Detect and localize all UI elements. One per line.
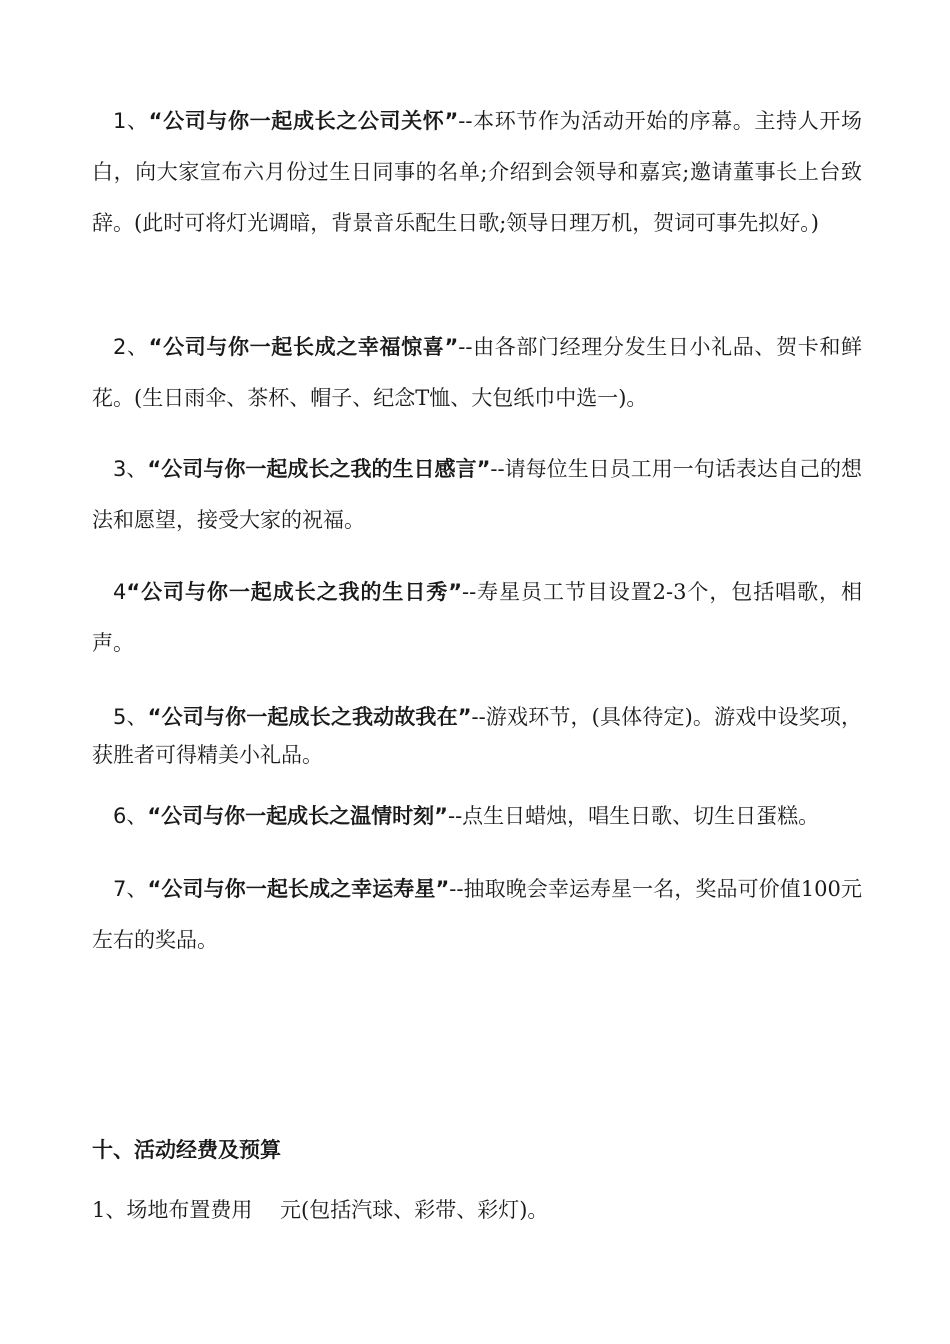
item-title: “公司与你一起成长之公司关怀”	[148, 109, 459, 133]
list-item	[92, 698, 862, 774]
item-description: --抽取晚会幸运寿星一名，奖品可价值100元左右的奖品。	[92, 877, 862, 952]
item-description: --点生日蜡烛，唱生日歌、切生日蛋糕。	[447, 804, 820, 828]
list-item	[92, 797, 862, 835]
item-number: 6、	[113, 804, 148, 828]
budget-line: 1、场地布置费用 元(包括汽球、彩带、彩灯)。	[92, 1198, 549, 1222]
list-item	[92, 567, 862, 669]
section-heading: 十、活动经费及预算	[92, 1138, 281, 1162]
item-title: “公司与你一起长成之幸福惊喜”	[148, 335, 459, 359]
list-item	[92, 96, 862, 249]
item-number: 4	[113, 580, 127, 604]
item-description: --游戏环节，(具体待定)。游戏中设奖项，获胜者可得精美小礼品。	[92, 705, 862, 767]
item-number: 7、	[113, 877, 148, 901]
item-number: 1、	[113, 109, 149, 133]
item-number: 2、	[113, 335, 149, 359]
list-item	[92, 864, 862, 966]
item-description: --本环节作为活动开始的序幕。主持人开场白，向大家宣布六月份过生日同事的名单;介绍到会领导和嘉宾;邀请董事长上台致辞。(此时可将灯光调暗，背景音乐配生日歌;领导日理万机，贺词可事先拟好。)	[92, 109, 862, 235]
item-title: “公司与你一起长成之幸运寿星”	[147, 877, 450, 901]
item-description: --寿星员工节目设置2-3个，包括唱歌，相声。	[92, 580, 862, 655]
item-number: 3、	[113, 457, 148, 481]
list-item	[92, 444, 862, 546]
item-title: “公司与你一起成长之温情时刻”	[147, 804, 448, 828]
item-title: “公司与你一起成长之我动故我在”	[147, 705, 472, 729]
list-item	[92, 322, 862, 424]
item-description: --请每位生日员工用一句话表达自己的想法和愿望，接受大家的祝福。	[92, 457, 862, 532]
item-title: “公司与你一起成长之我的生日感言”	[147, 457, 491, 481]
item-title: “公司与你一起成长之我的生日秀”	[126, 580, 463, 604]
item-number: 5、	[113, 705, 148, 729]
item-description: --由各部门经理分发生日小礼品、贺卡和鲜花。(生日雨伞、茶杯、帽子、纪念T恤、大包纸巾中选一)。	[92, 335, 862, 410]
